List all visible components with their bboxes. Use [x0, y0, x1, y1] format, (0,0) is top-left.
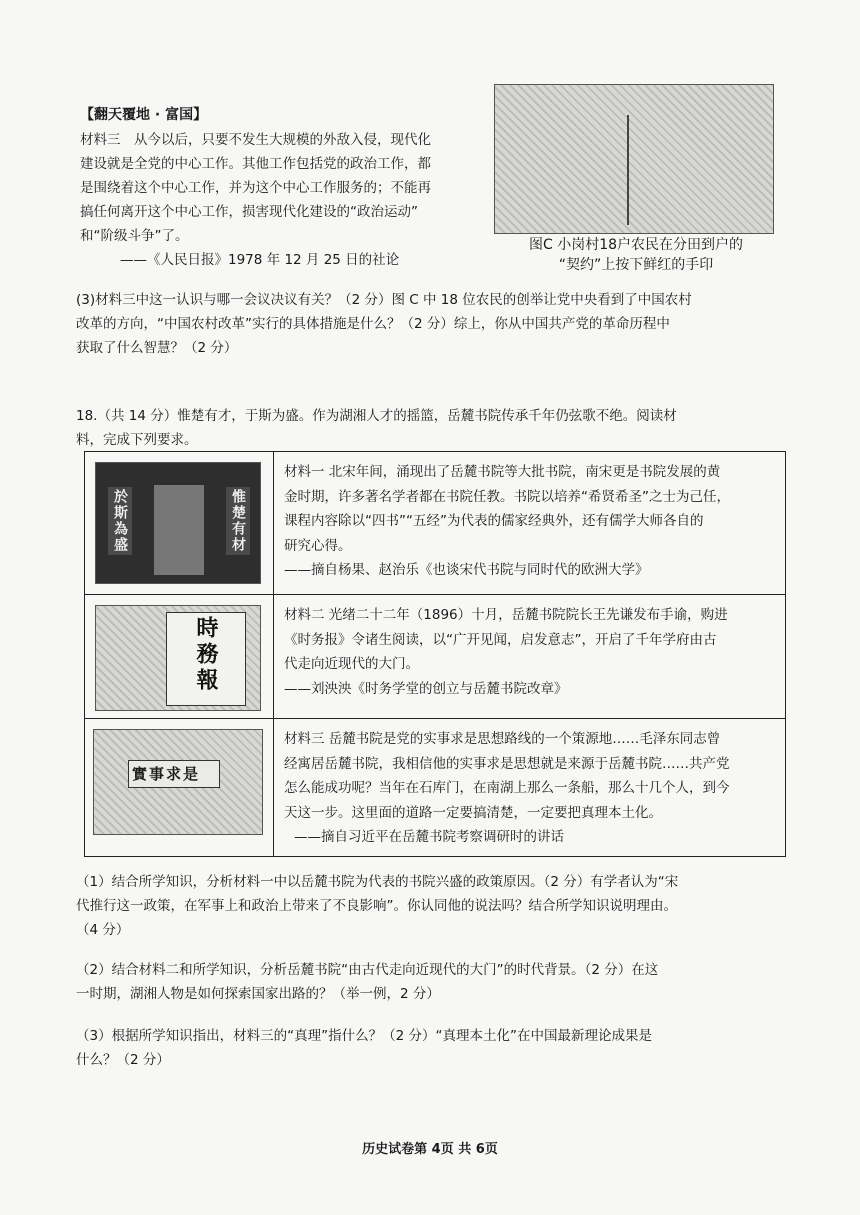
material-line: 天这一步。这里面的道路一定要搞清楚，一定要把真理本土化。 — [284, 804, 662, 821]
question-18-2 — [76, 958, 776, 1006]
section-title: 【翻天覆地 · 富国】 — [80, 107, 208, 123]
material-line: 材料一 北宋年间，涌现出了岳麓书院等大批书院，南宋更是书院发展的黄 — [284, 464, 721, 480]
material-image-cell — [85, 595, 274, 719]
question-17-3 — [76, 288, 776, 360]
material-row — [85, 719, 786, 857]
page-footer: 历史试卷第 4页 共 6页 — [362, 1142, 498, 1157]
figure-c-caption-line: “契约”上按下鲜红的手印 — [558, 257, 714, 273]
newspaper-title: 時務報 — [193, 616, 218, 694]
shiwubao-newspaper-image — [95, 605, 261, 711]
material3-source: ——《人民日报》1978 年 12 月 25 日的社论 — [120, 252, 400, 268]
material-line: 材料二 光绪二十二年（1896）十月，岳麓书院院长王先谦发布手谕，购进 — [284, 607, 728, 623]
material-line: 经寓居岳麓书院，我相信他的实事求是思想就是来源于岳麓书院……共产党 — [284, 755, 730, 772]
material-text-cell — [274, 595, 786, 719]
material3-line: 建设就是全党的中心工作。其他工作包括党的政治工作，都 — [80, 156, 431, 172]
question-line: 获取了什么智慧？（2 分） — [76, 340, 238, 356]
question-line: 改革的方向，“中国农村改革”实行的具体措施是什么？（2 分）综上，你从中国共产党的革命历程中 — [76, 316, 670, 332]
question-line: （4 分） — [76, 922, 130, 938]
materials-table — [84, 451, 786, 857]
question-line: 代推行这一政策，在军事上和政治上带来了不良影响”。你认同他的说法吗？结合所学知识说明理由。 — [76, 898, 677, 914]
plaque-text: 實事求是 — [132, 765, 201, 783]
material-line: 研究心得。 — [284, 537, 352, 554]
material3-line: 搞任何离开这个中心工作，损害现代化建设的“政治运动” — [80, 204, 418, 220]
question-line: 一时期，湖湘人物是如何探索国家出路的？（举一例，2 分） — [76, 986, 440, 1002]
question-18-1 — [76, 870, 776, 942]
question-18-intro — [76, 404, 776, 452]
material3-line: 是围绕着这个中心工作，并为这个中心工作服务的；不能再 — [80, 180, 431, 196]
question-line: （2）结合材料二和所学知识，分析岳麓书院“由古代走向近现代的大门”的时代背景。（2 分）在这 — [76, 962, 659, 978]
question-line: 什么？（2 分） — [76, 1052, 170, 1068]
material-line: 代走向近现代的大门。 — [284, 656, 419, 672]
figure-c-caption-line: 图C 小岗村18户农民在分田到户的 — [528, 237, 744, 253]
question-line: 料，完成下列要求。 — [76, 432, 198, 448]
material-source: ——摘自杨果、赵治乐《也谈宋代书院与同时代的欧洲大学》 — [284, 562, 649, 578]
material-line: 金时期，许多著名学者都在书院任教。书院以培养“希贤希圣”之士为己任， — [284, 488, 730, 505]
material-line: 材料三 岳麓书院是党的实事求是思想路线的一个策源地……毛泽东同志曾 — [284, 731, 721, 747]
question-line: （1）结合所学知识，分析材料一中以岳麓书院为代表的书院兴盛的政策原因。（2 分）有学者认为“宋 — [76, 874, 679, 890]
material3-top — [80, 128, 480, 272]
material-row — [85, 452, 786, 595]
material-text-cell — [274, 452, 786, 595]
academy-gate-image — [95, 462, 261, 584]
material-source: ——摘自习近平在岳麓书院考察调研时的讲话 — [294, 829, 564, 845]
material-image-cell — [85, 452, 274, 595]
material-image-cell — [85, 719, 274, 857]
question-line: 18.（共 14 分）惟楚有才，于斯为盛。作为湖湘人才的摇篮，岳麓书院传承千年仍弦歌不绝。阅读材 — [76, 408, 677, 424]
figure-c-caption — [486, 235, 786, 275]
material-row — [85, 595, 786, 719]
shishiqiushi-plaque-image — [93, 729, 263, 835]
question-line: (3)材料三中这一认识与哪一会议决议有关？（2 分）图 C 中 18 位农民的创举让党中央看到了中国农村 — [76, 292, 692, 308]
gate-couplet-left: 於斯為盛 — [108, 487, 132, 555]
material3-line: 材料三 从今以后，只要不发生大规模的外敌入侵，现代化 — [80, 132, 431, 148]
contract-fingerprint-image — [494, 84, 774, 234]
material-line: 《时务报》令诸生阅读，以“广开见闻，启发意志”，开启了千年学府由古 — [284, 631, 717, 648]
gate-couplet-right: 惟楚有材 — [226, 487, 250, 555]
question-18-3 — [76, 1024, 776, 1072]
material-line: 课程内容除以“四书”“五经”为代表的儒家经典外，还有儒学大师各自的 — [284, 513, 704, 529]
material-text-cell — [274, 719, 786, 857]
material-line: 怎么能成功呢？当年在石库门，在南湖上那么一条船，那么十几个人，到今 — [284, 780, 730, 796]
material-source: ——刘泱泱《时务学堂的创立与岳麓书院改章》 — [284, 680, 568, 697]
material3-line: 和“阶级斗争”了。 — [80, 228, 189, 244]
question-line: （3）根据所学知识指出，材料三的“真理”指什么？（2 分）“真理本土化”在中国最新理论成果是 — [76, 1028, 652, 1044]
